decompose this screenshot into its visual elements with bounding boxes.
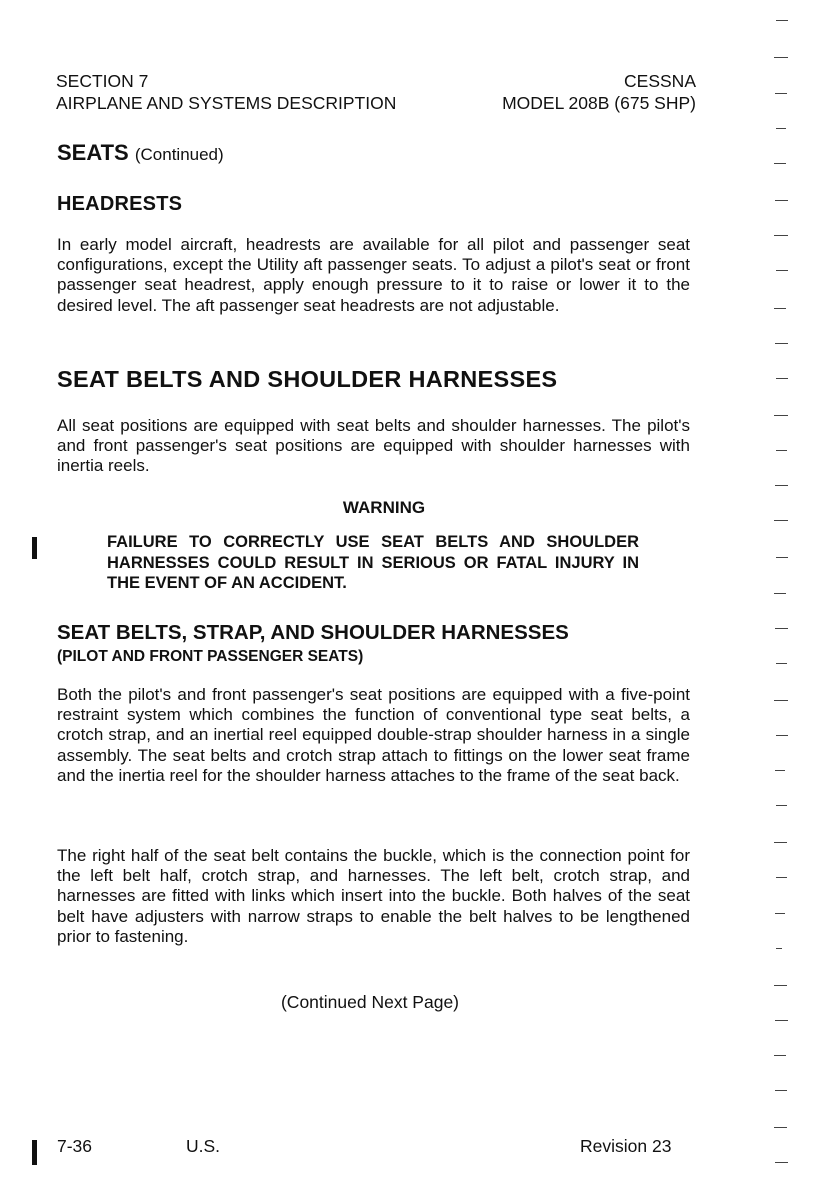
model-label: MODEL 208B (675 SHP) bbox=[502, 93, 696, 113]
headrests-heading: HEADRESTS bbox=[57, 193, 183, 215]
strap-subheading: (PILOT AND FRONT PASSENGER SEATS) bbox=[57, 648, 364, 665]
continued-next-page: (Continued Next Page) bbox=[280, 992, 460, 1012]
seat-belts-heading: SEAT BELTS AND SHOULDER HARNESSES bbox=[57, 366, 558, 392]
warning-text: FAILURE TO CORRECTLY USE SEAT BELTS AND SHOULDER HARNESSES COULD RESULT IN SERIOUS OR FATAL INJURY IN THE EVENT OF AN ACCIDENT. bbox=[107, 533, 639, 592]
seat-belts-body: All seat positions are equipped with seat belts and shoulder harnesses. The pilot's and front passenger's seat positions are equipped with shoulder harnesses with inertia reels. bbox=[57, 416, 690, 476]
manufacturer-label: CESSNA bbox=[624, 71, 696, 91]
page-number: 7-36 bbox=[57, 1136, 93, 1156]
seats-continued: (Continued) bbox=[134, 145, 224, 164]
edition-label: U.S. bbox=[186, 1136, 221, 1156]
scan-margin-marks bbox=[768, 0, 808, 1187]
chapter-label: AIRPLANE AND SYSTEMS DESCRIPTION bbox=[56, 93, 397, 113]
strap-heading: SEAT BELTS, STRAP, AND SHOULDER HARNESSES bbox=[57, 621, 569, 644]
footer-change-bar bbox=[32, 1140, 37, 1165]
change-bar bbox=[32, 537, 37, 559]
seats-heading bbox=[57, 140, 224, 166]
revision-label: Revision 23 bbox=[580, 1136, 672, 1156]
strap-body-2: The right half of the seat belt contains the buckle, which is the connection point for the left belt half, crotch strap, and harnesses. The left belt, crotch strap, and harnesses are fitted with links which insert into the buckle. Both halves of the seat belt have adjusters with narrow straps to enable the belt halves to be lengthened prior to fastening. bbox=[57, 846, 690, 946]
page-header bbox=[56, 70, 696, 114]
section-label: SECTION 7 bbox=[56, 71, 149, 91]
headrests-body: In early model aircraft, headrests are available for all pilot and passenger seat configurations, except the Utility aft passenger seats. To adjust a pilot's seat or front passenger seat headrest, apply enough pressure to it to raise or lower it to the desired level. The aft passenger seat headrests are not adjustable. bbox=[57, 235, 690, 315]
seats-title: SEATS bbox=[57, 140, 129, 165]
strap-body-1: Both the pilot's and front passenger's seat positions are equipped with a five-point restraint system which combines the function of conventional type seat belts, a crotch strap, and an inertial reel equipped double-strap shoulder harness in a single assembly. The seat belts and crotch strap attach to fittings on the lower seat frame and the inertia reel for the shoulder harness attaches to the frame of the seat back. bbox=[57, 685, 690, 785]
warning-title: WARNING bbox=[342, 498, 426, 517]
